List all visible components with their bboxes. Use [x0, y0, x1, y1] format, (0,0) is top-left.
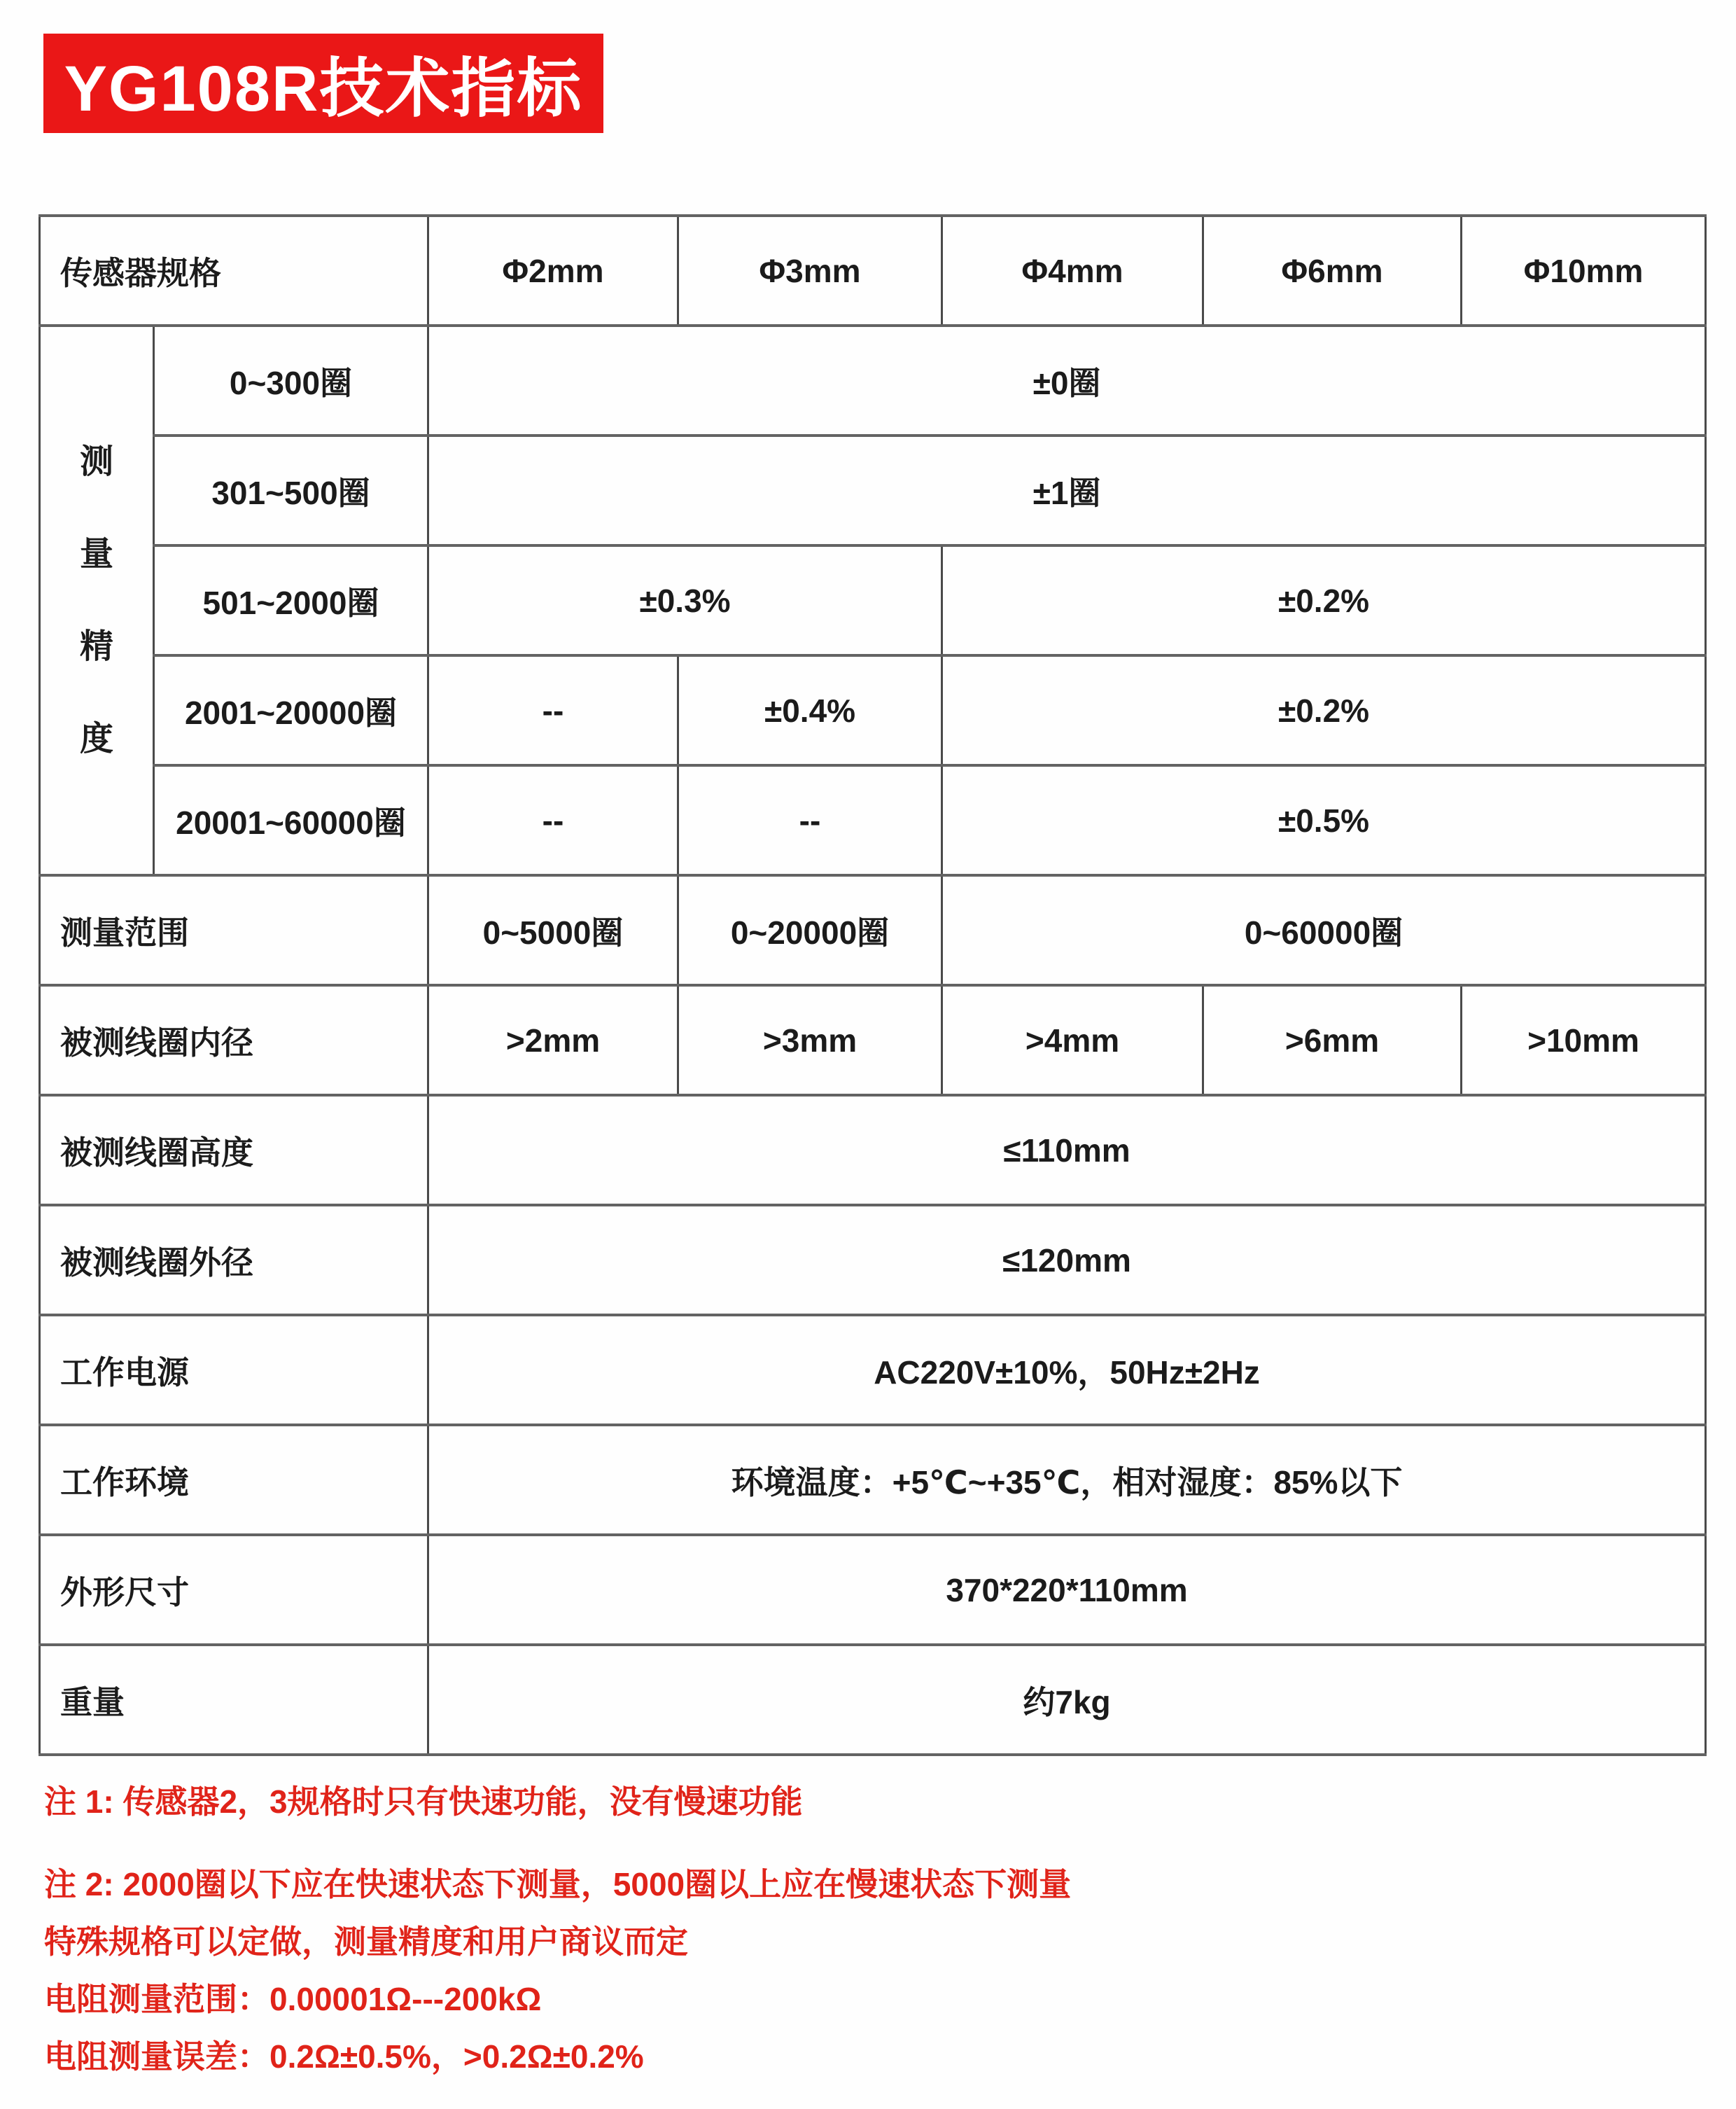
vertical-char: 测: [79, 443, 113, 480]
value-cell: >6mm: [1203, 985, 1462, 1095]
value-cell: ±1圈: [428, 436, 1706, 545]
table-row-coil-inner-diameter: [40, 985, 1706, 1095]
note-line-5: 电阻测量误差：0.2Ω±0.5%，>0.2Ω±0.2%: [44, 2038, 644, 2075]
value-cell: 环境温度：+5℃~+35℃，相对湿度：85%以下: [428, 1425, 1706, 1535]
row-label: 测量范围: [40, 875, 428, 985]
header-col-phi3: Φ3mm: [678, 216, 942, 326]
table-row-accuracy-0-300: [40, 326, 1706, 436]
range-label: 0~300圈: [154, 326, 428, 436]
value-cell: ±0.2%: [942, 545, 1706, 655]
range-label: 501~2000圈: [154, 545, 428, 655]
note-line-3: 特殊规格可以定做，测量精度和用户商议而定: [44, 1923, 688, 1960]
header-col-phi2: Φ2mm: [428, 216, 678, 326]
page-title-banner: [43, 34, 603, 133]
table-row-accuracy-2001-20000: [40, 655, 1706, 765]
value-cell: 370*220*110mm: [428, 1535, 1706, 1645]
table-row-coil-height: [40, 1095, 1706, 1205]
vertical-char: 量: [79, 535, 113, 573]
vertical-char: 度: [79, 720, 113, 758]
value-cell: AC220V±10%，50Hz±2Hz: [428, 1315, 1706, 1425]
row-label: 被测线圈内径: [40, 985, 428, 1095]
table-row-coil-outer-diameter: [40, 1205, 1706, 1315]
value-cell: ≤120mm: [428, 1205, 1706, 1315]
value-cell: >3mm: [678, 985, 942, 1095]
note-line-4: 电阻测量范围：0.00001Ω---200kΩ: [44, 1981, 542, 2017]
table-row-dimensions: [40, 1535, 1706, 1645]
table-row-work-environment: [40, 1425, 1706, 1535]
spec-table: [38, 214, 1707, 1756]
note-line-1: 注 1: 传感器2，3规格时只有快速功能，没有慢速功能: [44, 1783, 803, 1820]
table-row-accuracy-301-500: [40, 436, 1706, 545]
range-label: 20001~60000圈: [154, 765, 428, 875]
header-col-phi10: Φ10mm: [1462, 216, 1706, 326]
row-label: 被测线圈外径: [40, 1205, 428, 1315]
value-cell: 0~5000圈: [428, 875, 678, 985]
range-label: 301~500圈: [154, 436, 428, 545]
value-cell: --: [428, 765, 678, 875]
header-col-phi4: Φ4mm: [942, 216, 1203, 326]
row-label: 外形尺寸: [40, 1535, 428, 1645]
table-row-accuracy-501-2000: [40, 545, 1706, 655]
value-cell: 约7kg: [428, 1645, 1706, 1755]
row-label: 被测线圈高度: [40, 1095, 428, 1205]
vertical-char: 精: [79, 627, 113, 665]
value-cell: 0~60000圈: [942, 875, 1706, 985]
value-cell: --: [678, 765, 942, 875]
table-row-power-supply: [40, 1315, 1706, 1425]
row-label: 工作环境: [40, 1425, 428, 1535]
table-row-measure-range: [40, 875, 1706, 985]
header-col-phi6: Φ6mm: [1203, 216, 1462, 326]
value-cell: ±0.2%: [942, 655, 1706, 765]
table-row-accuracy-20001-60000: [40, 765, 1706, 875]
notes: [44, 1773, 1071, 2085]
table-row-header: [40, 216, 1706, 326]
note-line-2: 注 2: 2000圈以下应在快速状态下测量，5000圈以上应在慢速状态下测量: [44, 1866, 1072, 1902]
page-title: YG108R技术指标: [64, 53, 583, 125]
value-cell: --: [428, 655, 678, 765]
value-cell: ≤110mm: [428, 1095, 1706, 1205]
row-label: 重量: [40, 1645, 428, 1755]
header-label-sensor-spec: 传感器规格: [40, 216, 428, 326]
value-cell: >10mm: [1462, 985, 1706, 1095]
value-cell: ±0.3%: [428, 545, 942, 655]
value-cell: 0~20000圈: [678, 875, 942, 985]
value-cell: >2mm: [428, 985, 678, 1095]
row-label: 工作电源: [40, 1315, 428, 1425]
value-cell: >4mm: [942, 985, 1203, 1095]
value-cell: ±0圈: [428, 326, 1706, 436]
accuracy-group-label: [40, 326, 154, 875]
value-cell: ±0.4%: [678, 655, 942, 765]
range-label: 2001~20000圈: [154, 655, 428, 765]
table-row-weight: [40, 1645, 1706, 1755]
value-cell: ±0.5%: [942, 765, 1706, 875]
